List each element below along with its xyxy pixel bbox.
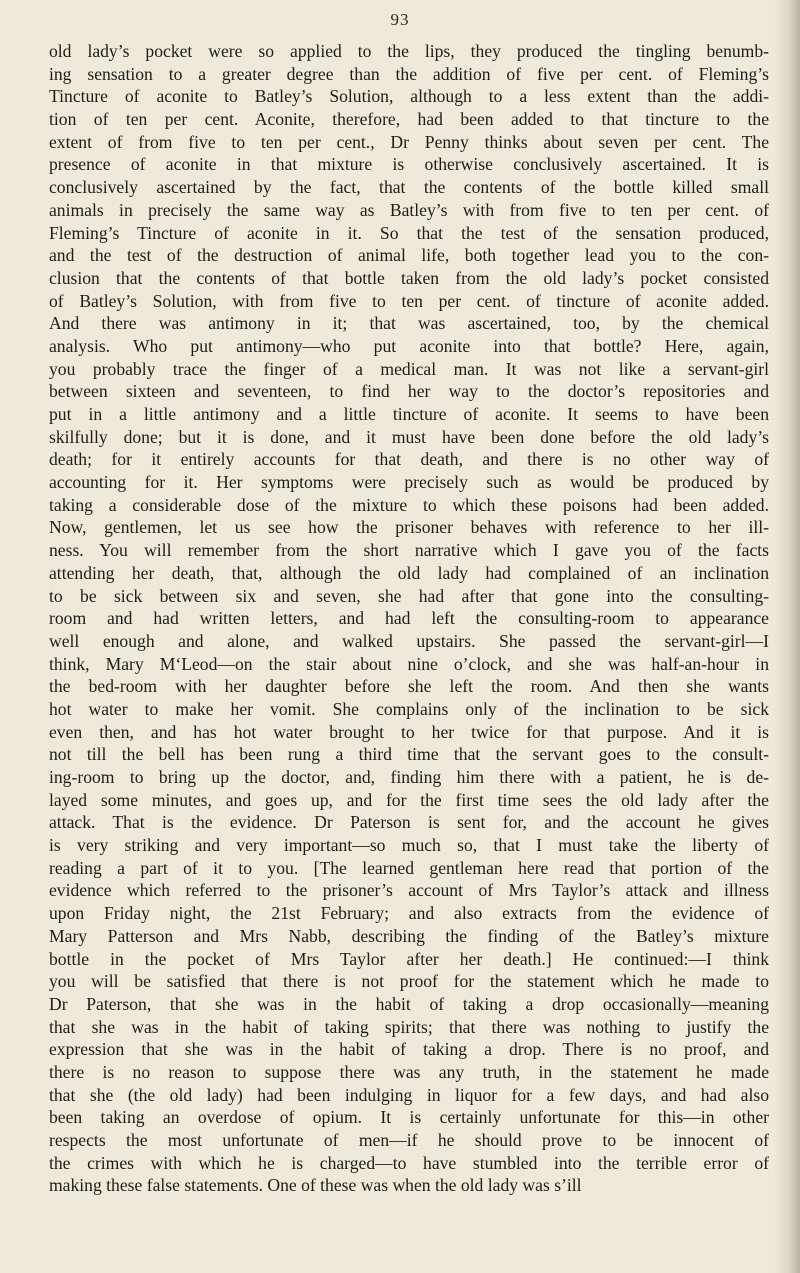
text-line: the crimes with which he is charged—to have stumbled into the terrible error of	[49, 1152, 769, 1173]
text-line: animals in precisely the same way as Batley’s with from five to ten per cent. of	[49, 199, 769, 220]
text-line: attending her death, that, although the old lady had complained of an inclination	[49, 562, 769, 583]
text-line: ing-room to bring up the doctor, and, finding him there with a patient, he is de-	[49, 767, 769, 787]
page-number: 93	[390, 10, 410, 29]
text-line: the bed-room with her daughter before she left the room. And then she wants	[49, 676, 769, 697]
text-line: you will be satisfied that there is not proof for the statement which he made to	[49, 971, 769, 992]
text-line: put in a little antimony and a little tincture of aconite. It seems to have been	[49, 404, 769, 424]
text-line: old lady’s pocket were so applied to the lips, they produced the tingling benumb-	[49, 41, 769, 61]
text-line: ing sensation to a greater degree than the addition of five per cent. of Fleming’s	[49, 63, 769, 84]
text-line: Fleming’s Tincture of aconite in it. So that the test of the sensation produced,	[49, 222, 769, 243]
text-line: Now, gentlemen, let us see how the prisoner behaves with reference to her ill-	[49, 517, 769, 538]
text-line: even then, and has hot water brought to her twice for that purpose. And it is	[49, 721, 769, 742]
text-line: evidence which referred to the prisoner’s account of Mrs Taylor’s attack and illness	[49, 880, 769, 901]
text-line: presence of aconite in that mixture is otherwise conclusively ascertained. It is	[49, 154, 769, 175]
text-line: skilfully done; but it is done, and it must have been done before the old lady’s	[49, 426, 769, 447]
text-line: there is no reason to suppose there was any truth, in the statement he made	[49, 1061, 769, 1082]
text-line: analysis. Who put antimony—who put aconite into that bottle? Here, again,	[49, 335, 769, 356]
text-line: to be sick between six and seven, she had after that gone into the consulting-	[49, 585, 769, 606]
text-line: expression that she was in the habit of taking a drop. There is no proof, and	[49, 1039, 769, 1060]
text-line: is very striking and very important—so much so, that I must take the liberty of	[49, 835, 769, 856]
text-line: been taking an overdose of opium. It is certainly unfortunate for this—in other	[49, 1107, 769, 1128]
text-line: hot water to make her vomit. She complains only of the inclination to be sick	[49, 698, 769, 719]
text-line: taking a considerable dose of the mixture to which these poisons had been added.	[49, 494, 769, 515]
text-line: death; for it entirely accounts for that death, and there is no other way of	[49, 449, 769, 470]
text-line: accounting for it. Her symptoms were precisely such as would be produced by	[49, 472, 769, 493]
text-line: upon Friday night, the 21st February; and also extracts from the evidence of	[49, 903, 769, 924]
text-line: of Batley’s Solution, with from five to ten per cent. of tincture of aconite added.	[49, 290, 769, 311]
text-line: well enough and alone, and walked upstairs. She passed the servant-girl—I	[49, 630, 769, 651]
page-edge-shadow	[774, 0, 800, 1273]
text-line: between sixteen and seventeen, to find her way to the doctor’s repositories and	[49, 381, 769, 402]
text-line: layed some minutes, and goes up, and for the first time sees the old lady after the	[49, 789, 769, 810]
text-line: attack. That is the evidence. Dr Paterson is sent for, and the account he gives	[49, 812, 769, 833]
text-line: And there was antimony in it; that was ascertained, too, by the chemical	[49, 313, 769, 334]
text-line: that she was in the habit of taking spirits; that there was nothing to justify the	[49, 1016, 769, 1037]
text-line: tion of ten per cent. Aconite, therefore, had been added to that tincture to the	[49, 109, 769, 130]
text-line: clusion that the contents of that bottle taken from the old lady’s pocket consisted	[49, 267, 769, 288]
text-line: you probably trace the finger of a medical man. It was not like a servant-girl	[49, 358, 769, 379]
text-line: extent of from five to ten per cent., Dr Penny thinks about seven per cent. The	[49, 131, 769, 152]
text-line: making these false statements. One of these was when the old lady was s’ill	[49, 1175, 582, 1196]
text-line: think, Mary M‘Leod—on the stair about nine o’clock, and she was half-an-hour in	[49, 653, 769, 674]
text-line: Mary Patterson and Mrs Nabb, describing the finding of the Batley’s mixture	[49, 925, 769, 946]
text-line: and the test of the destruction of animal life, both together lead you to the con-	[49, 245, 769, 266]
text-line: Dr Paterson, that she was in the habit of taking a drop occasionally—meaning	[49, 993, 769, 1014]
text-line: conclusively ascertained by the fact, that the contents of the bottle killed small	[49, 177, 769, 198]
text-line: respects the most unfortunate of men—if he should prove to be innocent of	[49, 1130, 769, 1150]
text-line: not till the bell has been rung a third time that the servant goes to the consult-	[49, 744, 769, 765]
text-line: that she (the old lady) had been indulging in liquor for a few days, and had also	[49, 1084, 769, 1105]
text-line: ness. You will remember from the short narrative which I gave you of the facts	[49, 540, 769, 561]
text-line: reading a part of it to you. [The learned gentleman here read that portion of the	[49, 857, 769, 878]
text-line: Tincture of aconite to Batley’s Solution, although to a less extent than the addi-	[49, 86, 769, 107]
text-line: room and had written letters, and had left the consulting-room to appearance	[49, 608, 769, 629]
page-body-text	[49, 40, 769, 1197]
text-line: bottle in the pocket of Mrs Taylor after her death.] He continued:—I think	[49, 948, 769, 969]
